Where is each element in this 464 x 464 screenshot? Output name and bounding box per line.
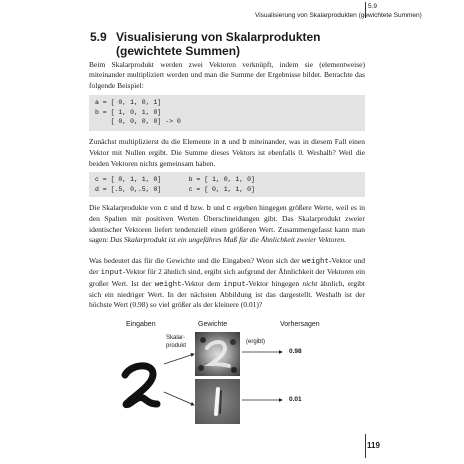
text-run: und — [226, 137, 243, 146]
figure-result-label: (ergibt) — [246, 339, 266, 345]
code-inline-c: c — [163, 205, 169, 213]
paragraph-similarity — [89, 203, 365, 245]
text-run: bzw. — [188, 203, 207, 212]
prediction-high: 0.98 — [289, 348, 302, 355]
figure-label-predictions: Vorhersagen — [280, 321, 320, 328]
code-inline-d: d — [183, 205, 189, 213]
text-run: ergeben hingegen größere Werte, weil es in den Spalten mit positiven Werten Überschneidungen gibt. Das Skalarprodukt zweier identischer Vektoren liefert tendenziell einen größeren Wert. Zusammengefasst kann man sagen: — [89, 203, 366, 244]
code-inline-weight: weight — [154, 280, 182, 289]
section-title — [116, 30, 376, 58]
code-example-1 — [89, 95, 365, 131]
paragraph-explanation — [89, 137, 365, 169]
text-run: -Vektor für 2 ähnlich sind, ergibt sich aufgrund der Ähnlichkeit der Vektoren ein großer Wert. Ist der — [89, 267, 366, 288]
figure-label-inputs: Eingaben — [126, 321, 156, 328]
code-example-1-text: a = [ 0, 1, 0, 1] b = [ 1, 0, 1, 0] [ 0, 0, 0, 0] -> 0 — [95, 99, 181, 126]
section-title-line2: (gewichtete Summen) — [116, 44, 241, 58]
paragraph-intro: Beim Skalarprodukt werden zwei Vektoren verknüpft, indem sie (elementweise) miteinander multipliziert werden und man die Summe der Ergebnisse bildet. Betrachte das folgende Beispiel: — [89, 60, 365, 90]
dot-label-line1: Skalar- — [166, 335, 186, 341]
code-inline-weight: weight — [301, 258, 329, 266]
running-title: Visualisierung von Skalarprodukten (gewichtete Summen) — [255, 12, 422, 19]
figure-arrows — [160, 340, 290, 420]
text-run: -Vektor und der — [89, 256, 366, 277]
code-inline-b: b — [206, 205, 211, 213]
text-run: Die Skalarprodukte von — [89, 203, 164, 212]
code-inline-input: input — [100, 269, 124, 278]
prediction-low: 0.01 — [289, 396, 302, 403]
code-example-2 — [89, 172, 365, 197]
code-inline-a: a — [221, 139, 227, 147]
text-run: ähnlich, ergibt sich ein niedriger Wert. In der nächsten Abbildung ist das dargestellt. Weshalb ist der höchste Wert (0.98) so viel größer als der kleinere (0.01)? — [89, 278, 366, 310]
dot-label-line2: produkt — [166, 343, 187, 349]
section-title-line1: Visualisierung von Skalarprodukten — [116, 30, 321, 44]
text-run: Zunächst multiplizierst du die Elemente in — [89, 137, 222, 146]
header-section-ref: 5.9 — [368, 3, 378, 10]
text-run: miteinander, was in diesem Fall einen Vektor mit Nullen ergibt. Die Summe dieses Vektors ist ebenfalls 0. Weshalb? Weil die beiden Vektoren nichts gemeinsam haben. — [89, 137, 365, 168]
text-run: und — [211, 203, 227, 212]
text-run: -Vektor dem — [181, 278, 224, 288]
code-inline-c: c — [226, 205, 232, 213]
italic-summary: Das Skalarprodukt ist ein ungefähres Maß für die Ähnlichkeit zweier Vektoren. — [110, 234, 347, 244]
figure-label-weights: Gewichte — [198, 321, 228, 328]
paragraph-weights — [89, 256, 365, 310]
code-example-2-text: c = [ 0, 1, 1, 0] b = [ 1, 0, 1, 0] d = [.5, 0,.5, 0] c = [ 0, 1, 1, 0] — [95, 176, 255, 193]
italic-word: nicht — [302, 278, 318, 288]
page-number: 119 — [367, 441, 380, 450]
text-run: -Vektor hingegen — [245, 278, 303, 288]
code-inline-input: input — [223, 280, 246, 289]
code-inline-b: b — [242, 139, 247, 147]
text-run: und — [168, 203, 184, 212]
arrow-input-to-weight-high — [164, 354, 194, 364]
footer-divider — [365, 434, 366, 458]
section-number: 5.9 — [90, 30, 107, 44]
text-run: Was bedeutet das für die Gewichte und die Eingaben? Wenn sich der — [89, 256, 302, 265]
arrow-input-to-weight-low — [164, 392, 194, 405]
